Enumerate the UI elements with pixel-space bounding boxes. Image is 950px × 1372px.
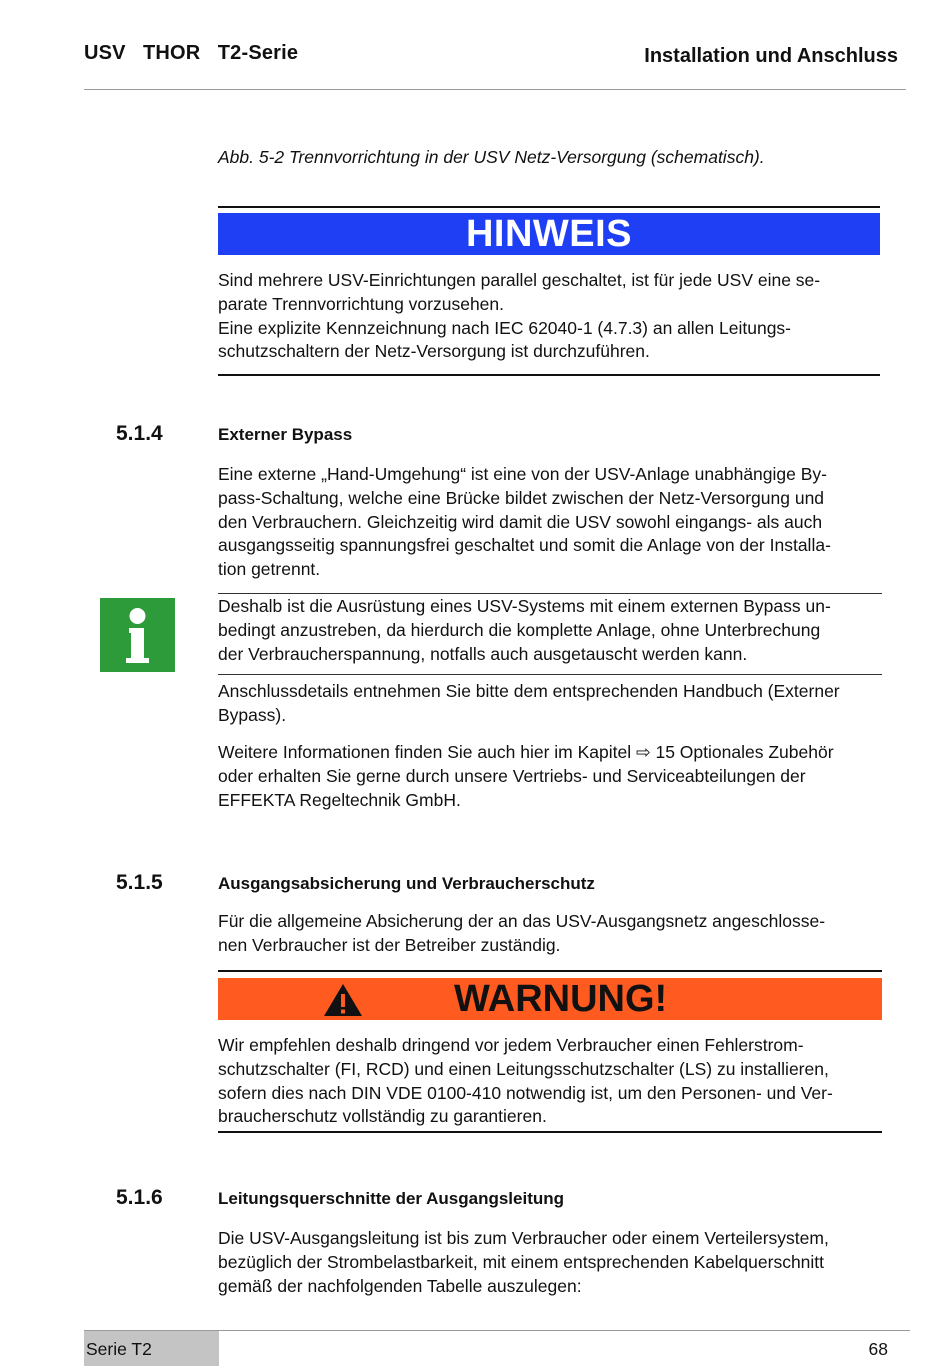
- paragraph-line: Anschlussdetails entnehmen Sie bitte dem entsprechenden Handbuch (Externer: [218, 681, 840, 701]
- section-number: 5.1.5: [116, 871, 163, 894]
- section-number: 5.1.4: [116, 422, 163, 445]
- section-number: 5.1.6: [116, 1186, 163, 1209]
- notice-line: Sind mehrere USV-Einrichtungen parallel geschaltet, ist für jede USV eine se-: [218, 270, 821, 290]
- warning-label: WARNUNG!: [454, 978, 668, 1020]
- warning-line: braucherschutz vollständig zu garantieren.: [218, 1106, 547, 1127]
- info-line: bedingt anzustreben, da hierdurch die komplette Anlage, ohne Unterbrechung: [218, 619, 821, 640]
- warning-line: sofern dies nach DIN VDE 0100-410 notwendig ist, um den Personen- und Ver-: [218, 1082, 833, 1103]
- paragraph-line: gemäß der nachfolgenden Tabelle auszulegen:: [218, 1275, 582, 1296]
- warning-triangle-icon: [323, 983, 363, 1017]
- section-paragraph: [218, 741, 918, 812]
- section-paragraph: [218, 1227, 908, 1298]
- info-line: Deshalb ist die Ausrüstung eines USV-Systems mit einem externen Bypass un-: [218, 596, 831, 616]
- info-top-rule: [218, 593, 882, 594]
- notice-line: parate Trennvorrichtung vorzusehen.: [218, 293, 504, 314]
- section-title: Externer Bypass: [218, 425, 353, 444]
- paragraph-line: ausgangsseitig spannungsfrei geschaltet und somit die Anlage von der Installa-: [218, 535, 831, 556]
- warning-line: schutzschalter (FI, RCD) und einen Leitungsschutzschalter (LS) zu installieren,: [218, 1058, 829, 1079]
- info-glyph: [100, 598, 175, 672]
- footer-series: Serie T2: [86, 1339, 152, 1359]
- info-icon: [100, 598, 175, 672]
- page-number: 68: [868, 1339, 888, 1359]
- header-divider: [84, 89, 906, 90]
- notice-line: schutzschaltern der Netz-Versorgung ist durchzuführen.: [218, 341, 650, 362]
- section-title: Leitungsquerschnitte der Ausgangsleitung: [218, 1189, 565, 1208]
- paragraph-line: bezüglich der Strombelastbarkeit, mit einem entsprechenden Kabelquerschnitt: [218, 1251, 825, 1272]
- figure-caption: Abb. 5-2 Trennvorrichtung in der USV Netz-Versorgung (schematisch).: [218, 147, 765, 167]
- notice-top-rule: [218, 206, 880, 208]
- paragraph-line: den Verbrauchern. Gleichzeitig wird damit die USV sowohl eingangs- als auch: [218, 511, 823, 532]
- paragraph-line: pass-Schaltung, welche eine Brücke bildet zwischen der Netz-Versorgung und: [218, 487, 825, 508]
- section-paragraph: [218, 910, 908, 958]
- paragraph-line: Eine externe „Hand-Umgehung“ ist eine von der USV-Anlage unabhängige By-: [218, 464, 827, 484]
- paragraph-line: Weitere Informationen finden Sie auch hier im Kapitel ⇨ 15 Optionales Zubehör: [218, 742, 834, 762]
- info-text: [218, 595, 908, 666]
- info-bottom-rule: [218, 674, 882, 675]
- notice-text: [218, 269, 898, 364]
- notice-banner: HINWEIS: [218, 213, 880, 255]
- section-paragraph: [218, 463, 908, 582]
- warning-bottom-rule: [218, 1131, 882, 1133]
- info-line: der Verbraucherspannung, notfalls auch ausgetauscht werden kann.: [218, 643, 748, 664]
- warning-top-rule: [218, 970, 882, 972]
- notice-line: Eine explizite Kennzeichnung nach IEC 62040-1 (4.7.3) an allen Leitungs-: [218, 317, 792, 338]
- warning-line: Wir empfehlen deshalb dringend vor jedem Verbraucher einen Fehlerstrom-: [218, 1035, 804, 1055]
- paragraph-line: tion getrennt.: [218, 559, 321, 580]
- section-title: Ausgangsabsicherung und Verbraucherschutz: [218, 874, 595, 893]
- section-paragraph: [218, 680, 918, 728]
- paragraph-line: Für die allgemeine Absicherung der an das USV-Ausgangsnetz angeschlosse-: [218, 911, 826, 931]
- notice-bottom-rule: [218, 374, 880, 376]
- header-chapter-title: Installation und Anschluss: [644, 45, 898, 67]
- header-product-title: USV THOR T2-Serie: [84, 42, 299, 64]
- paragraph-line: Die USV-Ausgangsleitung ist bis zum Verbraucher oder einem Verteilersystem,: [218, 1228, 829, 1248]
- paragraph-line: Bypass).: [218, 704, 287, 725]
- paragraph-line: oder erhalten Sie gerne durch unsere Vertriebs- und Serviceabteilungen der: [218, 765, 806, 786]
- warning-banner: [218, 978, 882, 1020]
- paragraph-line: nen Verbraucher ist der Betreiber zuständig.: [218, 934, 561, 955]
- warning-text: [218, 1034, 908, 1129]
- paragraph-line: EFFEKTA Regeltechnik GmbH.: [218, 789, 461, 810]
